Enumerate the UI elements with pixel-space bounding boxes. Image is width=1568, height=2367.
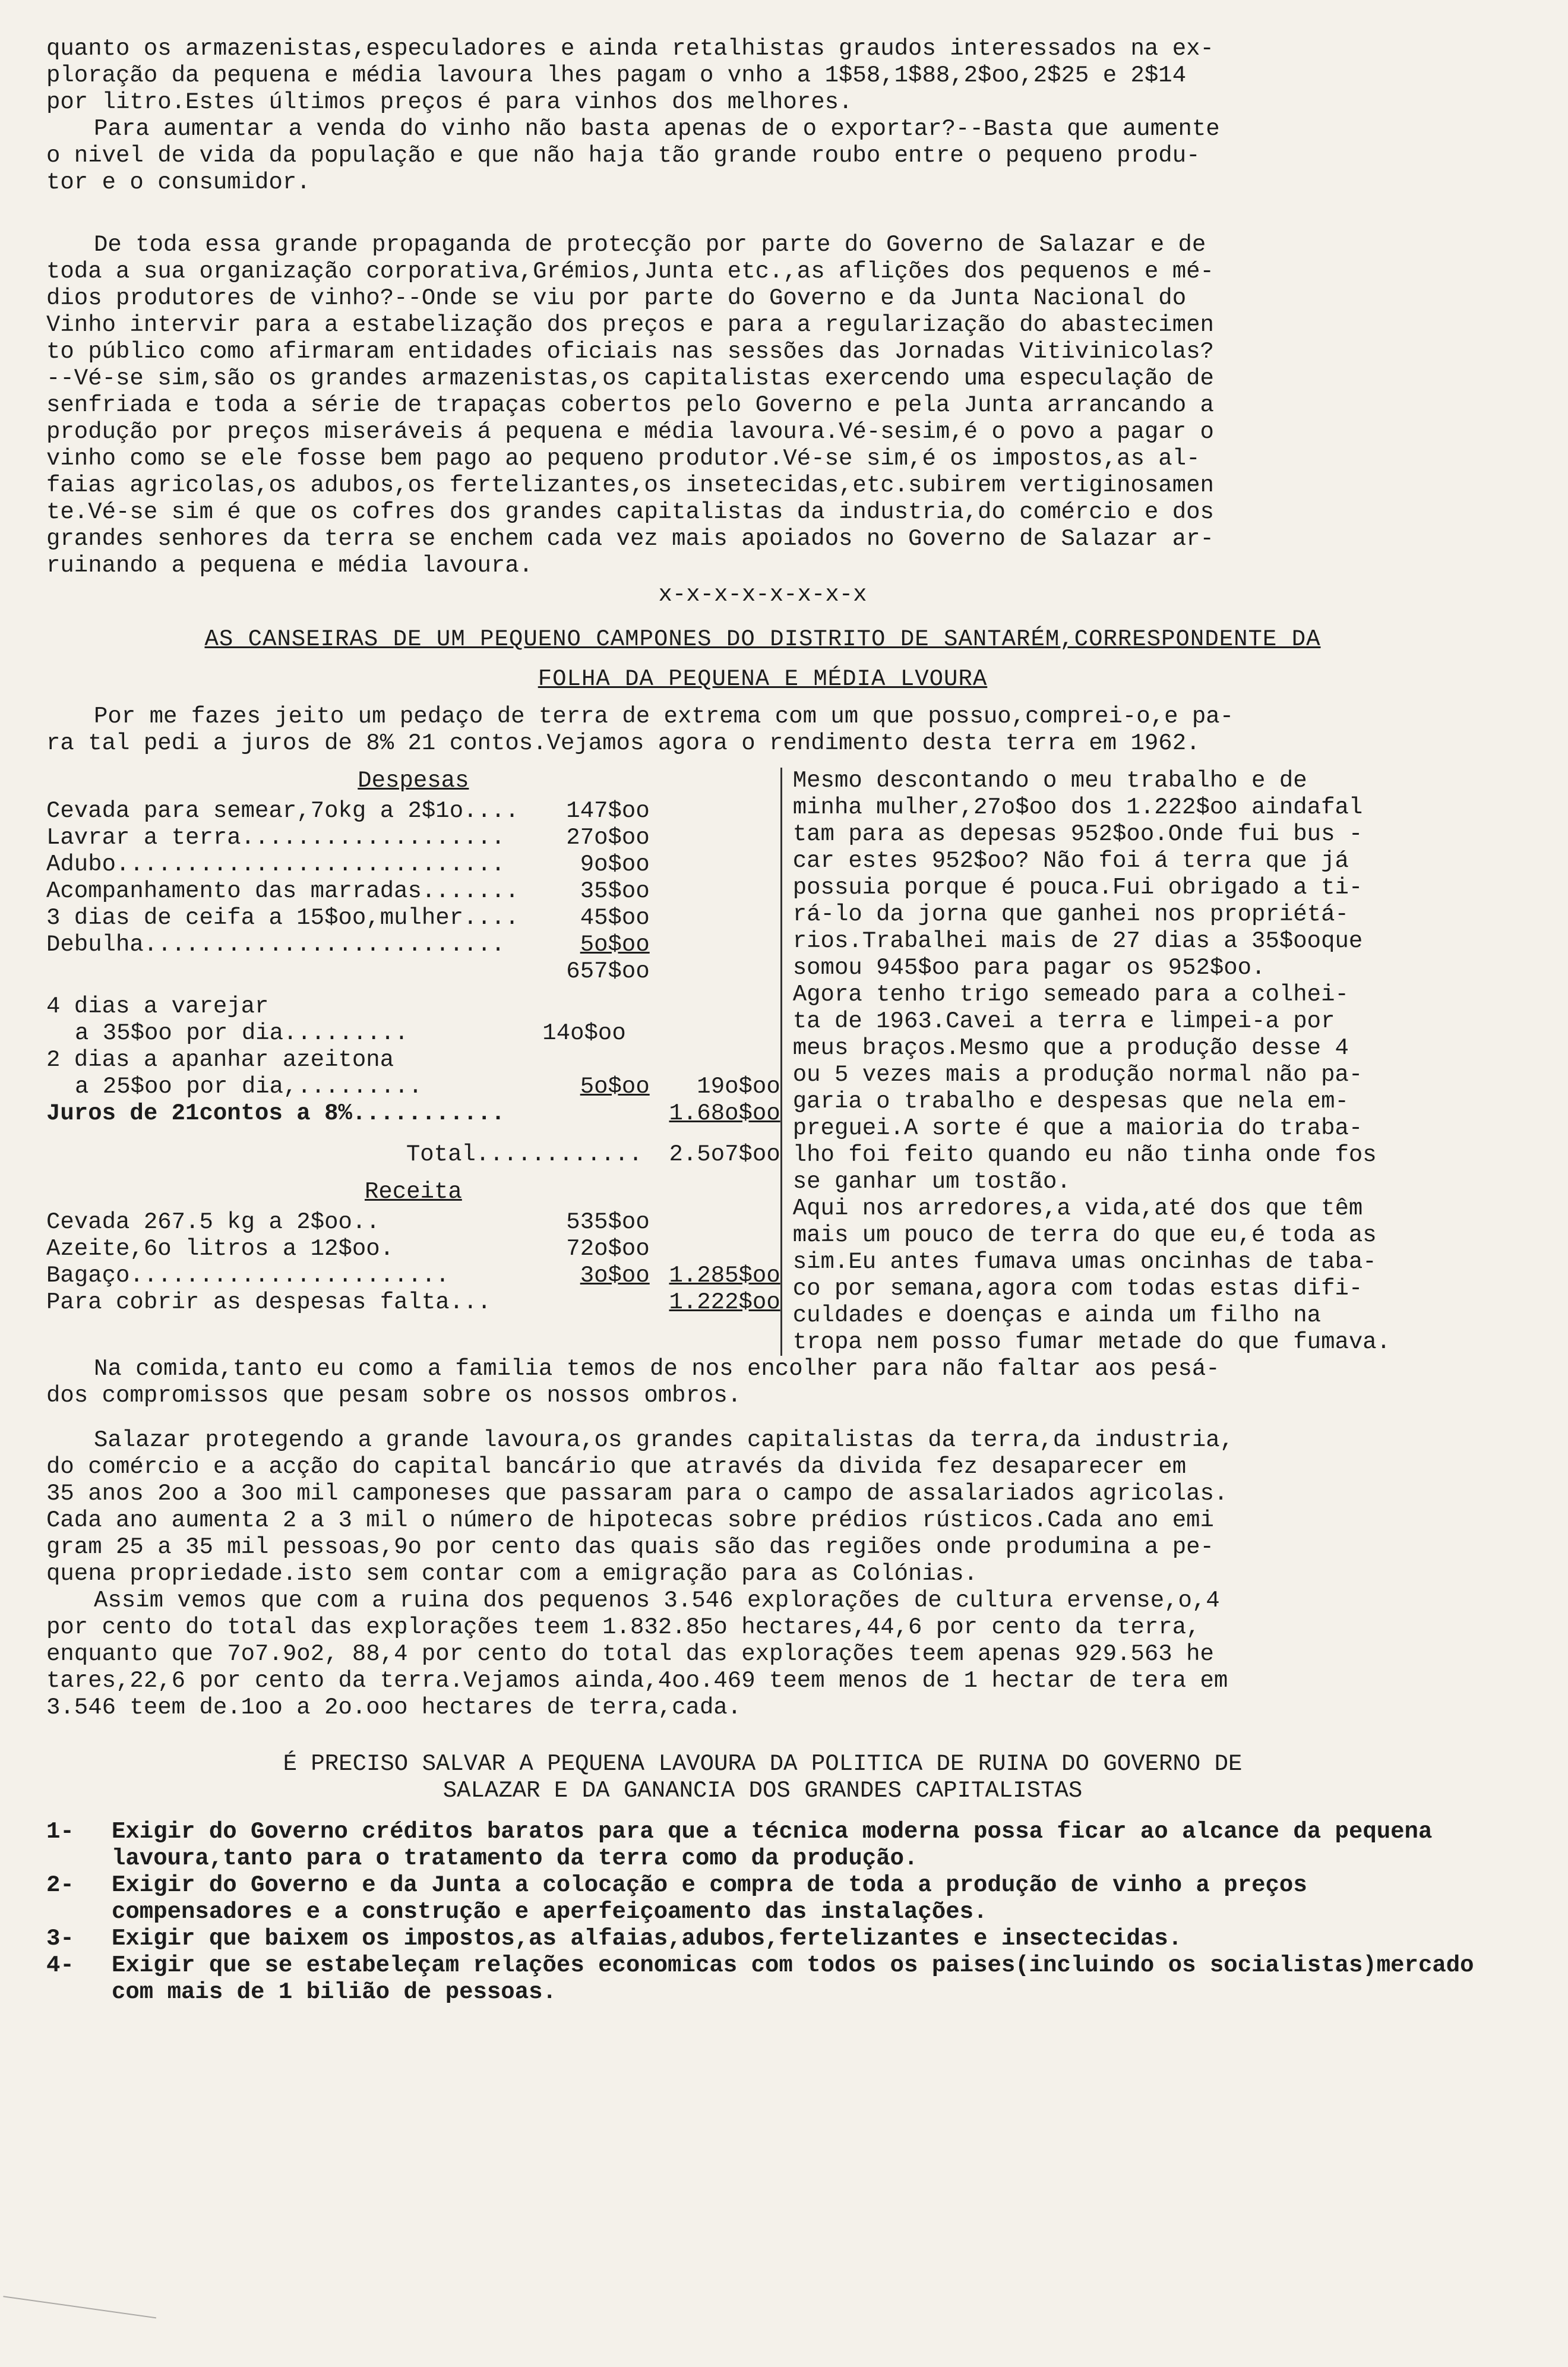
text-line: mais um pouco de terra do que eu,é toda as — [792, 1222, 1377, 1248]
narrative-column — [780, 768, 1479, 1356]
text-line: rá-lo da jorna que ganhei nos propriétá- — [792, 901, 1349, 927]
row-total: 19o$oo — [697, 1074, 780, 1100]
row-label: 3 dias de ceifa a 15$oo,mulher.... — [46, 905, 519, 931]
list-item — [46, 1926, 1479, 1952]
list-item — [46, 1952, 1479, 2006]
row-label: Cevada para semear,7okg a 2$1o.... — [46, 798, 519, 824]
text-line: somou 945$oo para pagar os 952$oo. — [792, 955, 1266, 981]
row-amount: 5o$oo — [580, 1074, 650, 1100]
text-line: culdades e doenças e ainda um filho na — [792, 1302, 1322, 1328]
demand-text: Exigir do Governo e da Junta a colocação e compra de toda a produção de vinho a preços compensadores e a construção e aperfeiçoamento das instalações. — [112, 1872, 1307, 1925]
text-line: ta de 1963.Cavei a terra e limpei-a por — [792, 1008, 1335, 1034]
row-total: 1.285$oo — [669, 1263, 780, 1289]
article-headline-line-1: AS CANSEIRAS DE UM PEQUENO CAMPONES DO DISTRITO DE SANTARÉM,CORRESPONDENTE DA — [204, 626, 1321, 652]
text-line: 3.546 teem de.1oo a 2o.ooo hectares de terra,cada. — [46, 1694, 742, 1721]
table-row — [46, 851, 780, 878]
text-line: Para aumentar a venda do vinho não basta apenas de o exportar?--Basta que aumente — [94, 116, 1220, 142]
text-line: minha mulher,27o$oo dos 1.222$oo aindafal — [792, 794, 1363, 820]
row-label: Lavrar a terra................... — [46, 825, 505, 851]
paragraph-salazar — [46, 1427, 1479, 1588]
text-line: co por semana,agora com todas estas difi- — [792, 1276, 1363, 1302]
intro-paragraph — [46, 36, 1479, 116]
closing-title-line-1: É PRECISO SALVAR A PEQUENA LAVOURA DA POLITICA DE RUINA DO GOVERNO DE — [283, 1751, 1243, 1777]
text-line: do comércio e a acção do capital bancário que através da divida fez desaparecer em — [46, 1454, 1187, 1480]
paragraph-propaganda — [46, 232, 1479, 579]
text-line: por cento do total das explorações teem 1.832.85o hectares,44,6 por cento da terra, — [46, 1614, 1200, 1640]
text-line: 35 anos 2oo a 3oo mil camponeses que passaram para o campo de assalariados agricolas. — [46, 1481, 1228, 1507]
receita-title: Receita — [364, 1179, 462, 1205]
demand-number: 3- — [46, 1926, 74, 1952]
row-label: Debulha.......................... — [46, 932, 505, 958]
total-row — [46, 1141, 780, 1168]
text-line: gram 25 a 35 mil pessoas,9o por cento das quais são das regiões onde produmina a pe- — [46, 1534, 1214, 1560]
row-amount: 72o$oo — [566, 1236, 650, 1262]
text-line: ruinando a pequena e média lavoura. — [46, 553, 533, 579]
row-amount: 14o$oo — [542, 1020, 626, 1046]
total-amount: 2.5o7$oo — [669, 1141, 780, 1167]
text-line: toda a sua organização corporativa,Grémios,Junta etc.,as aflições dos pequenos e mé- — [46, 258, 1214, 285]
text-line: meus braços.Mesmo que a produção desse 4 — [792, 1035, 1349, 1061]
text-line: car estes 952$oo? Não foi á terra que já — [792, 848, 1349, 874]
demand-text: Exigir que baixem os impostos,as alfaias,adubos,fertelizantes e insectecidas. — [112, 1926, 1183, 1952]
text-line: lho foi feito quando eu não tinha onde fos — [792, 1142, 1377, 1168]
text-line: grandes senhores da terra se enchem cada vez mais apoiados no Governo de Salazar ar- — [46, 526, 1214, 552]
table-row — [46, 825, 780, 851]
text-line: faias agricolas,os adubos,os fertelizantes,os insetecidas,etc.subirem vertiginosamen — [46, 472, 1214, 498]
accounts-section — [46, 768, 1479, 1356]
row-label: a 35$oo por dia......... — [75, 1020, 409, 1046]
row-label: Juros de 21contos a 8%........... — [46, 1100, 505, 1126]
table-row — [46, 1020, 780, 1047]
text-line: Assim vemos que com a ruina dos pequenos 3.546 explorações de cultura ervense,o,4 — [94, 1588, 1220, 1614]
paragraph-food — [46, 1356, 1479, 1409]
row-amount: 1.68o$oo — [669, 1100, 780, 1126]
text-line: Aqui nos arredores,a vida,até dos que têm — [792, 1195, 1363, 1222]
text-line: tam para as depesas 952$oo.Onde fui bus - — [792, 821, 1363, 847]
text-line: tor e o consumidor. — [46, 169, 311, 195]
text-line: preguei.A sorte é que a maioria do traba- — [792, 1115, 1363, 1141]
article-headline-line-2: FOLHA DA PEQUENA E MÉDIA LVOURA — [538, 666, 988, 692]
paragraph-export — [46, 116, 1479, 196]
demand-number: 2- — [46, 1872, 74, 1898]
text-line: --Vé-se sim,são os grandes armazenistas,os capitalistas exercendo uma especulação de — [46, 365, 1214, 392]
paragraph-purchase — [46, 703, 1479, 757]
table-row — [46, 1209, 780, 1236]
section-separator: x-x-x-x-x-x-x-x — [658, 582, 867, 608]
demand-number: 4- — [46, 1952, 74, 1978]
row-label: Acompanhamento das marradas....... — [46, 878, 519, 904]
despesas-title: Despesas — [358, 768, 469, 794]
text-line: por litro.Estes últimos preços é para vinhos dos melhores. — [46, 89, 853, 115]
text-line: quanto os armazenistas,especuladores e ainda retalhistas graudos interessados na ex- — [46, 36, 1214, 62]
text-line: garia o trabalho e despesas que nela em- — [792, 1088, 1349, 1115]
juros-row — [46, 1100, 780, 1127]
text-line: enquanto que 7o7.9o2, 88,4 por cento do total das explorações teem apenas 929.563 he — [46, 1641, 1214, 1667]
subtotal-row — [46, 958, 780, 985]
text-line: Cada ano aumenta 2 a 3 mil o número de hipotecas sobre prédios rústicos.Cada ano emi — [46, 1507, 1214, 1533]
text-line: De toda essa grande propaganda de protecção por parte do Governo de Salazar e de — [94, 232, 1206, 258]
row-label: a 25$oo por dia,......... — [75, 1074, 423, 1100]
table-row — [46, 1047, 780, 1074]
list-item — [46, 1819, 1479, 1872]
table-row — [46, 1263, 780, 1289]
text-line: ra tal pedi a juros de 8% 21 contos.Vejamos agora o rendimento desta terra em 1962. — [46, 730, 1200, 756]
row-amount: 35$oo — [580, 878, 650, 904]
row-amount: 147$oo — [566, 798, 650, 824]
table-row — [46, 993, 780, 1020]
demand-text: Exigir do Governo créditos baratos para que a técnica moderna possa ficar ao alcance da pequena lavoura,tanto para o tratamento da terra como da produção. — [112, 1819, 1433, 1871]
row-amount: 1.222$oo — [669, 1289, 780, 1315]
row-label: Bagaço....................... — [46, 1263, 450, 1289]
total-label: Total............ — [406, 1141, 643, 1167]
table-row — [46, 1074, 780, 1100]
text-line: o nivel de vida da população e que não haja tão grande roubo entre o pequeno produ- — [46, 143, 1200, 169]
row-amount: 535$oo — [566, 1209, 650, 1235]
demand-text: Exigir que se estabeleçam relações economicas com todos os paises(incluindo os socialistas)mercado com mais de 1 bilião de pessoas. — [112, 1952, 1474, 2005]
text-line: senfriada e toda a série de trapaças cobertos pelo Governo e pela Junta arrancando a — [46, 392, 1214, 418]
list-item — [46, 1872, 1479, 1926]
text-line: possuia porque é pouca.Fui obrigado a ti- — [792, 875, 1363, 901]
row-label: 2 dias a apanhar azeitona — [46, 1047, 394, 1073]
text-line: ploração da pequena e média lavoura lhes pagam o vnho a 1$58,1$88,2$oo,2$25 e 2$14 — [46, 62, 1187, 89]
text-line: sim.Eu antes fumava umas oncinhas de taba- — [792, 1249, 1377, 1275]
row-amount: 45$oo — [580, 905, 650, 931]
row-amount: 3o$oo — [580, 1263, 650, 1289]
text-line: Mesmo descontando o meu trabalho e de — [792, 768, 1307, 794]
table-row — [46, 798, 780, 825]
accounts-table — [46, 768, 780, 1356]
paragraph-statistics — [46, 1588, 1479, 1721]
text-line: quena propriedade.isto sem contar com a emigração para as Colónias. — [46, 1561, 978, 1587]
row-amount: 27o$oo — [566, 825, 650, 851]
table-row — [46, 905, 780, 932]
table-row — [46, 932, 780, 958]
row-label: Adubo............................ — [46, 851, 505, 878]
text-line: tropa nem posso fumar metade do que fumava. — [792, 1329, 1391, 1355]
demands-list — [46, 1819, 1479, 2006]
row-label: Azeite,6o litros a 12$oo. — [46, 1236, 394, 1262]
text-line: dios produtores de vinho?--Onde se viu por parte do Governo e da Junta Nacional do — [46, 285, 1187, 311]
falta-row — [46, 1289, 780, 1316]
text-line: Vinho intervir para a estabelização dos preços e para a regularização do abastecimen — [46, 312, 1214, 338]
row-amount: 5o$oo — [580, 932, 650, 958]
row-label: Cevada 267.5 kg a 2$oo.. — [46, 1209, 380, 1235]
text-line: vinho como se ele fosse bem pago ao pequeno produtor.Vé-se sim,é os impostos,as al- — [46, 446, 1200, 472]
closing-title-line-2: SALAZAR E DA GANANCIA DOS GRANDES CAPITALISTAS — [442, 1778, 1083, 1804]
text-line: produção por preços miseráveis á pequena e média lavoura.Vé-sesim,é o povo a pagar o — [46, 419, 1214, 445]
text-line: se ganhar um tostão. — [792, 1169, 1071, 1195]
text-line: to público como afirmaram entidades oficiais nas sessões das Jornadas Vitivinicolas? — [46, 339, 1214, 365]
text-line: Por me fazes jeito um pedaço de terra de extrema com um que possuo,comprei-o,e pa- — [94, 703, 1234, 730]
table-row — [46, 1236, 780, 1263]
text-line: Salazar protegendo a grande lavoura,os grandes capitalistas da terra,da industria, — [94, 1427, 1234, 1453]
text-line: rios.Trabalhei mais de 27 dias a 35$ooque — [792, 928, 1363, 954]
table-row — [46, 878, 780, 905]
subtotal-amount: 657$oo — [566, 958, 650, 984]
text-line: Agora tenho trigo semeado para a colhei- — [792, 981, 1349, 1008]
demand-number: 1- — [46, 1819, 74, 1845]
text-line: ou 5 vezes mais a produção normal não pa- — [792, 1062, 1363, 1088]
row-label: Para cobrir as despesas falta... — [46, 1289, 491, 1315]
row-label: 4 dias a varejar — [46, 993, 269, 1020]
text-line: dos compromissos que pesam sobre os nossos ombros. — [46, 1383, 742, 1409]
page-edge-mark — [0, 2296, 156, 2354]
text-line: Na comida,tanto eu como a familia temos de nos encolher para não faltar aos pesá- — [94, 1356, 1220, 1382]
text-line: tares,22,6 por cento da terra.Vejamos ainda,4oo.469 teem menos de 1 hectar de tera em — [46, 1668, 1228, 1694]
text-line: te.Vé-se sim é que os cofres dos grandes capitalistas da industria,do comércio e dos — [46, 499, 1214, 525]
row-amount: 9o$oo — [580, 851, 650, 878]
